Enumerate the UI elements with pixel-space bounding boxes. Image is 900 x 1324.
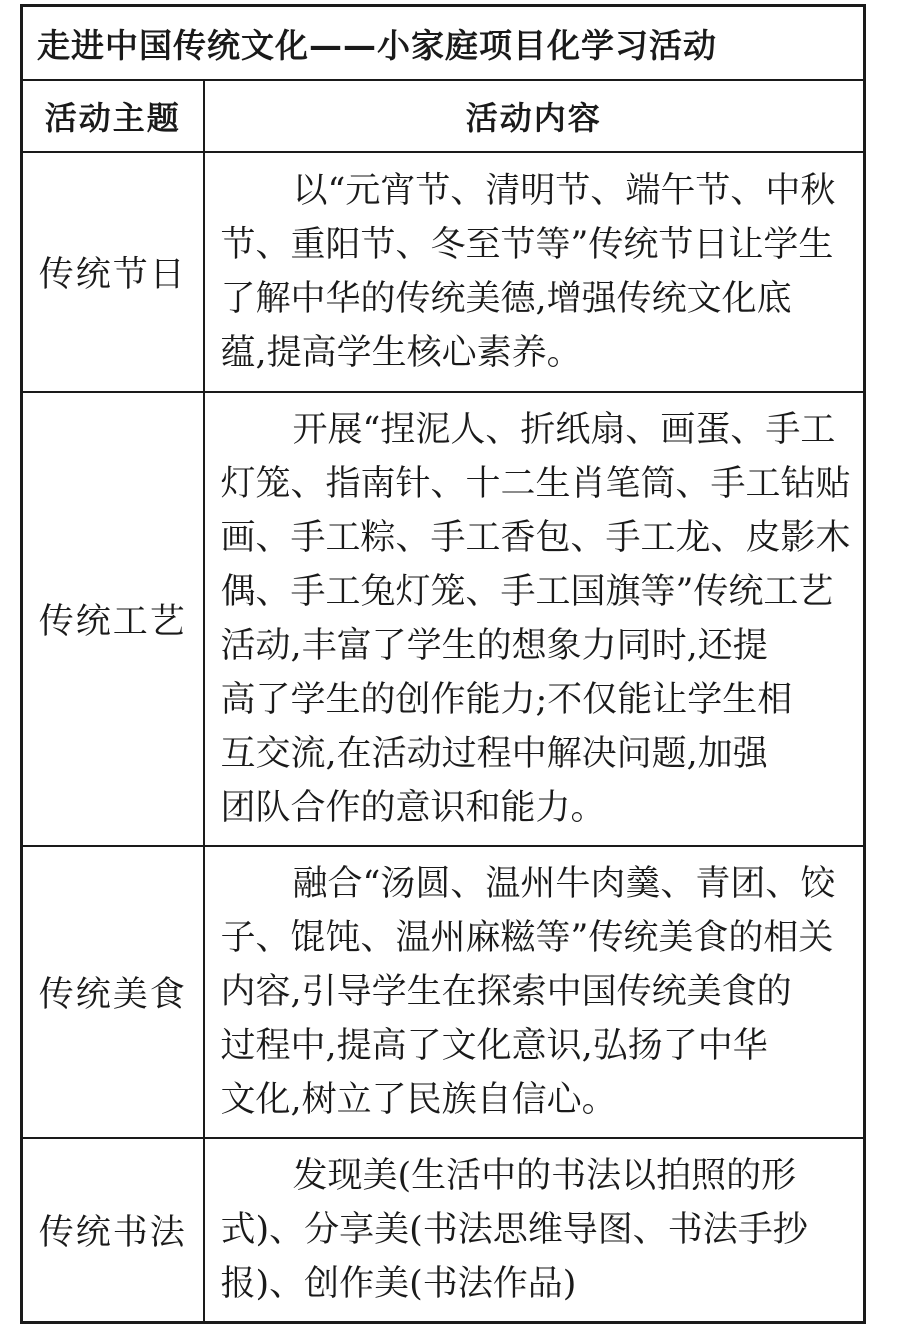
content-line: 了解中华的传统美德,增强传统文化底 — [220, 279, 792, 319]
activity-table — [20, 4, 866, 1324]
content-line: 高了学生的创作能力;不仅能让学生相 — [220, 680, 793, 720]
content-cell — [204, 152, 865, 392]
theme-cell: 传统节日 — [22, 152, 204, 392]
content-line: 以“元宵节、清明节、端午节、中秋 — [292, 171, 836, 211]
content-line: 灯笼、指南针、十二生肖笔筒、手工钻贴 — [220, 464, 851, 504]
table-row — [22, 1138, 865, 1323]
content-line: 过程中,提高了文化意识,弘扬了中华 — [220, 1026, 768, 1066]
content-line: 节、重阳节、冬至节等”传统节日让学生 — [220, 225, 834, 265]
content-line: 式)、分享美(书法思维导图、书法手抄 — [220, 1210, 808, 1250]
header-content: 活动内容 — [204, 80, 865, 152]
content-line: 偶、手工兔灯笼、手工国旗等”传统工艺 — [220, 572, 834, 612]
content-cell — [204, 1138, 865, 1323]
content-line: 发现美(生活中的书法以拍照的形 — [292, 1156, 797, 1196]
theme-cell: 传统美食 — [22, 846, 204, 1138]
table-row — [22, 152, 865, 392]
content-cell — [204, 392, 865, 846]
content-line: 开展“捏泥人、折纸扇、画蛋、手工 — [292, 410, 836, 450]
theme-cell: 传统书法 — [22, 1138, 204, 1323]
content-line: 画、手工粽、手工香包、手工龙、皮影木 — [220, 518, 851, 558]
title-row — [22, 6, 865, 81]
content-line: 文化,树立了民族自信心。 — [220, 1080, 617, 1120]
content-line: 互交流,在活动过程中解决问题,加强 — [220, 734, 768, 774]
table-title: 走进中国传统文化——小家庭项目化学习活动 — [22, 6, 865, 81]
content-cell — [204, 846, 865, 1138]
theme-cell: 传统工艺 — [22, 392, 204, 846]
content-line: 蕴,提高学生核心素养。 — [220, 333, 582, 373]
table-row — [22, 392, 865, 846]
table-row — [22, 846, 865, 1138]
header-theme: 活动主题 — [22, 80, 204, 152]
content-line: 活动,丰富了学生的想象力同时,还提 — [220, 626, 768, 666]
content-line: 子、馄饨、温州麻糍等”传统美食的相关 — [220, 918, 834, 958]
content-line: 融合“汤圆、温州牛肉羹、青团、饺 — [292, 864, 836, 904]
content-line: 内容,引导学生在探索中国传统美食的 — [220, 972, 792, 1012]
content-line: 报)、创作美(书法作品) — [220, 1264, 577, 1304]
content-line: 团队合作的意识和能力。 — [220, 788, 606, 828]
header-row — [22, 80, 865, 152]
